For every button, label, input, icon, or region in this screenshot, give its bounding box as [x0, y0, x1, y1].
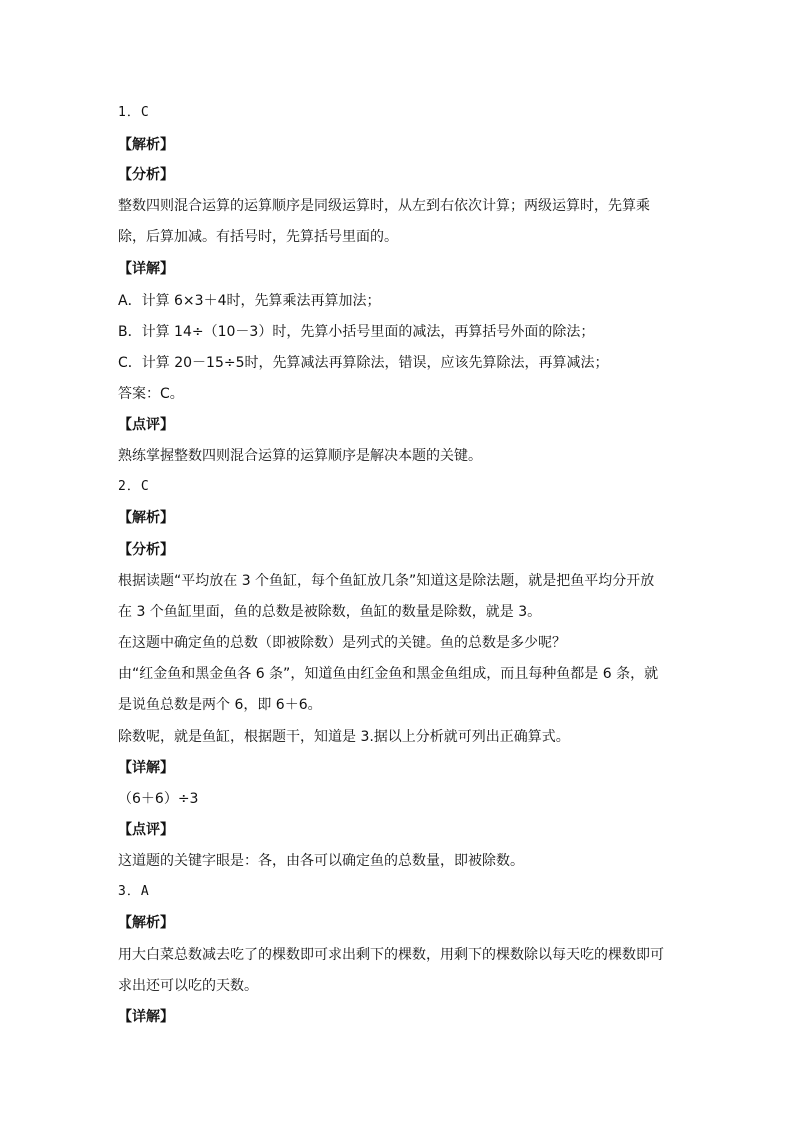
q2-detail: （6＋6）÷3 [118, 791, 199, 807]
q1-xiangjie-heading: 【详解】 [118, 261, 174, 277]
q1-comment: 熟练掌握整数四则混合运算的运算顺序是解决本题的关键。 [118, 448, 482, 464]
question-1-number: 1．C [118, 105, 150, 120]
q2-xiangjie-heading: 【详解】 [118, 760, 174, 776]
q2-analysis-line-2: 在 3 个鱼缸里面，鱼的总数是被除数，鱼缸的数量是除数，就是 3。 [118, 604, 542, 620]
q1-dianping-heading: 【点评】 [118, 417, 174, 433]
q2-comment: 这道题的关键字眼是：各，由各可以确定鱼的总数量，即被除数。 [118, 853, 524, 869]
q1-analysis-line-1: 整数四则混合运算的运算顺序是同级运算时，从左到右依次计算；两级运算时，先算乘 [118, 198, 650, 214]
q2-analysis-line-4: 由“红金鱼和黑金鱼各 6 条”，知道鱼由红金鱼和黑金鱼组成，而且每种鱼都是 6 条，就 [118, 666, 659, 682]
q1-detail-b: B．计算 14÷（10－3）时，先算小括号里面的减法，再算括号外面的除法； [118, 324, 595, 340]
question-3-number: 3．A [118, 884, 150, 899]
q1-detail-a: A．计算 6×3＋4时，先算乘法再算加法； [118, 293, 381, 309]
question-2-number: 2．C [118, 479, 150, 494]
q1-answer: 答案：C。 [118, 386, 184, 402]
q3-analysis-line-2: 求出还可以吃的天数。 [118, 978, 258, 994]
q2-jiexi-heading: 【解析】 [118, 510, 174, 526]
q3-xiangjie-heading: 【详解】 [118, 1009, 174, 1025]
q2-analysis-line-5: 是说鱼总数是两个 6，即 6＋6。 [118, 697, 322, 713]
q1-detail-c: C．计算 20－15÷5时，先算减法再算除法，错误，应该先算除法，再算减法； [118, 355, 609, 371]
q2-analysis-line-1: 根据读题“平均放在 3 个鱼缸，每个鱼缸放几条”知道这是除法题，就是把鱼平均分开放 [118, 573, 655, 589]
q2-fenxi-heading: 【分析】 [118, 542, 174, 558]
q1-analysis-line-2: 除，后算加减。有括号时，先算括号里面的。 [118, 229, 398, 245]
q1-fenxi-heading: 【分析】 [118, 167, 174, 183]
q3-jiexi-heading: 【解析】 [118, 915, 174, 931]
q2-analysis-line-6: 除数呢，就是鱼缸，根据题干，知道是 3.据以上分析就可列出正确算式。 [118, 729, 570, 745]
q3-analysis-line-1: 用大白菜总数减去吃了的棵数即可求出剩下的棵数，用剩下的棵数除以每天吃的棵数即可 [118, 947, 664, 963]
q1-jiexi-heading: 【解析】 [118, 137, 174, 153]
q2-dianping-heading: 【点评】 [118, 822, 174, 838]
q2-analysis-line-3: 在这题中确定鱼的总数（即被除数）是列式的关键。鱼的总数是多少呢？ [118, 635, 566, 651]
